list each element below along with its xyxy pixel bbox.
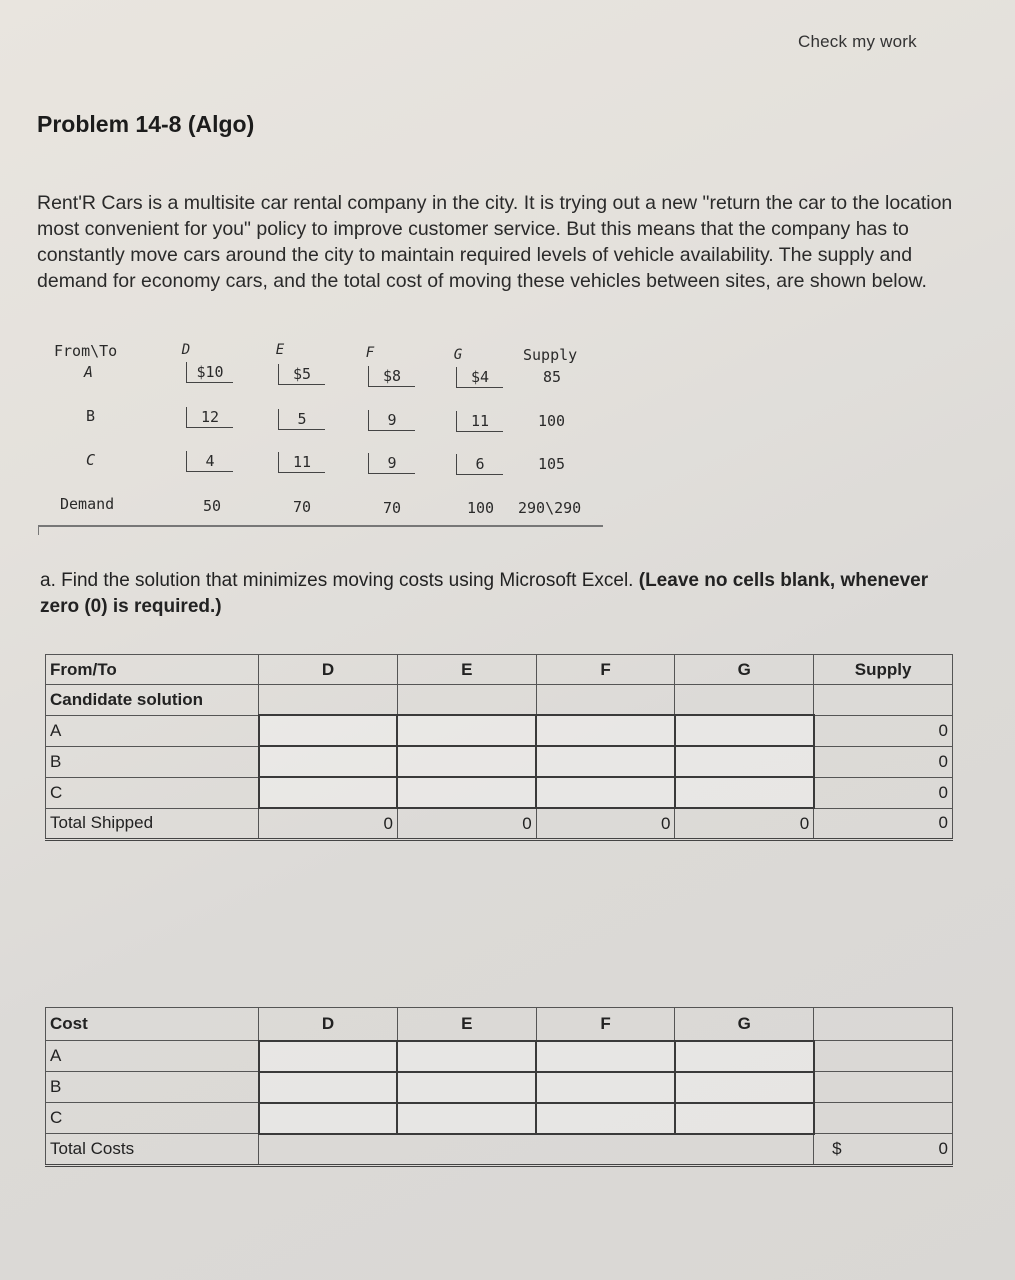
candidate-solution-label: Candidate solution	[46, 685, 259, 716]
given-col-f: F	[365, 345, 375, 361]
solution-col-supply: Supply	[814, 655, 953, 685]
blank-cell	[814, 1008, 953, 1041]
cost-c-g-input[interactable]	[675, 1103, 814, 1134]
given-col-e: E	[275, 342, 285, 358]
blank-cell	[536, 685, 675, 716]
supply-b-value: 0	[814, 746, 953, 777]
given-demand-g: 100	[467, 499, 495, 517]
solution-header-from-to: From/To	[46, 655, 259, 685]
given-col-d: D	[181, 342, 191, 358]
given-cost-b-e: 5	[278, 409, 325, 430]
currency-symbol: $	[832, 1138, 842, 1158]
given-cost-c-f: 9	[368, 453, 415, 474]
ship-c-e-input[interactable]	[397, 777, 536, 808]
ship-b-d-input[interactable]	[259, 746, 398, 777]
blank-cell	[814, 1041, 953, 1072]
supply-a-value: 0	[814, 715, 953, 746]
problem-intro: Rent'R Cars is a multisite car rental company in the city. It is trying out a new "return the car to the location most convenient for you" policy to improve customer service. But this means that the company has to constantly move cars around the city to maintain required levels of vehicle availability. The supply and demand for economy cars, and the total cost of moving these vehicles between sites, are shown below.	[37, 192, 953, 292]
cost-b-e-input[interactable]	[397, 1072, 536, 1103]
ship-b-f-input[interactable]	[536, 746, 675, 777]
ship-a-e-input[interactable]	[397, 715, 536, 746]
ship-c-g-input[interactable]	[675, 777, 814, 808]
cost-col-e: E	[397, 1008, 536, 1041]
cost-b-f-input[interactable]	[536, 1072, 675, 1103]
blank-cell	[397, 685, 536, 716]
given-cost-c-e: 11	[278, 452, 325, 473]
cost-c-d-input[interactable]	[259, 1103, 398, 1134]
blank-cell	[814, 1103, 953, 1134]
given-col-g: G	[453, 347, 463, 363]
check-my-work-link[interactable]: Check my work	[798, 32, 917, 51]
solution-col-f: F	[536, 655, 675, 685]
question-a	[40, 568, 970, 620]
given-corner-label: From\To	[54, 342, 118, 360]
ship-c-d-input[interactable]	[259, 777, 398, 808]
cost-table	[45, 1007, 953, 1167]
blank-cell	[536, 1134, 675, 1166]
problem-title: Problem 14-8 (Algo)	[37, 111, 255, 137]
cost-header-label: Cost	[46, 1008, 259, 1041]
cost-b-d-input[interactable]	[259, 1072, 398, 1103]
supply-c-value: 0	[814, 777, 953, 808]
total-costs-amount: 0	[938, 1138, 948, 1158]
total-shipped-e: 0	[397, 808, 536, 840]
ship-a-d-input[interactable]	[259, 715, 398, 746]
solution-col-g: G	[675, 655, 814, 685]
cost-col-f: F	[536, 1008, 675, 1041]
ship-a-g-input[interactable]	[675, 715, 814, 746]
given-rule-tick	[38, 525, 39, 535]
blank-cell	[259, 685, 398, 716]
given-cost-b-d: 12	[186, 407, 233, 428]
cost-a-g-input[interactable]	[675, 1041, 814, 1072]
cost-c-e-input[interactable]	[397, 1103, 536, 1134]
cost-col-d: D	[259, 1008, 398, 1041]
blank-cell	[814, 1072, 953, 1103]
given-cost-a-e: $5	[278, 364, 325, 385]
ship-b-g-input[interactable]	[675, 746, 814, 777]
given-supply-a: 85	[543, 368, 562, 386]
cost-c-f-input[interactable]	[536, 1103, 675, 1134]
ship-c-f-input[interactable]	[536, 777, 675, 808]
given-cost-a-g: $4	[456, 367, 503, 388]
blank-cell	[397, 1134, 536, 1166]
given-cost-b-g: 11	[456, 411, 503, 432]
solution-col-e: E	[397, 655, 536, 685]
ship-a-f-input[interactable]	[536, 715, 675, 746]
given-demand-e: 70	[293, 498, 312, 516]
solution-table	[45, 654, 953, 841]
total-shipped-f: 0	[536, 808, 675, 840]
total-costs-label: Total Costs	[46, 1134, 259, 1166]
blank-cell	[814, 685, 953, 716]
given-demand-d: 50	[203, 497, 222, 515]
cost-row-c-label: C	[46, 1103, 259, 1134]
question-text: a. Find the solution that minimizes moving costs using Microsoft Excel.	[40, 570, 639, 591]
solution-col-d: D	[259, 655, 398, 685]
solution-row-a-label: A	[46, 715, 259, 746]
given-cost-b-f: 9	[368, 410, 415, 431]
solution-row-b-label: B	[46, 746, 259, 777]
given-supply-c: 105	[538, 455, 566, 473]
total-shipped-g: 0	[675, 808, 814, 840]
ship-b-e-input[interactable]	[397, 746, 536, 777]
given-row-a-label: A	[84, 363, 94, 381]
cost-a-d-input[interactable]	[259, 1041, 398, 1072]
given-row-c-label: C	[86, 451, 96, 469]
given-cost-a-f: $8	[368, 366, 415, 387]
blank-cell	[675, 1134, 814, 1166]
blank-cell	[259, 1134, 398, 1166]
cost-b-g-input[interactable]	[675, 1072, 814, 1103]
given-demand-label: Demand	[60, 495, 115, 513]
given-cost-c-d: 4	[186, 451, 233, 472]
cost-a-f-input[interactable]	[536, 1041, 675, 1072]
given-demand-f: 70	[383, 499, 402, 517]
total-costs-value	[814, 1134, 953, 1166]
given-supply-label: Supply	[523, 346, 578, 364]
given-cost-c-g: 6	[456, 454, 503, 475]
given-bottom-rule	[38, 525, 603, 527]
given-supply-b: 100	[538, 412, 566, 430]
cost-col-g: G	[675, 1008, 814, 1041]
cost-row-b-label: B	[46, 1072, 259, 1103]
total-shipped-label: Total Shipped	[46, 808, 259, 840]
given-total-supply-demand: 290\290	[518, 499, 582, 517]
blank-cell	[675, 685, 814, 716]
question-note: (Leave no cells blank, whenever zero (0) is required.)	[40, 570, 929, 617]
given-cost-a-d: $10	[186, 362, 233, 383]
cost-row-a-label: A	[46, 1041, 259, 1072]
given-row-b-label: B	[86, 407, 96, 425]
total-shipped-d: 0	[259, 808, 398, 840]
total-shipped-supply: 0	[814, 808, 953, 840]
solution-row-c-label: C	[46, 777, 259, 808]
cost-a-e-input[interactable]	[397, 1041, 536, 1072]
